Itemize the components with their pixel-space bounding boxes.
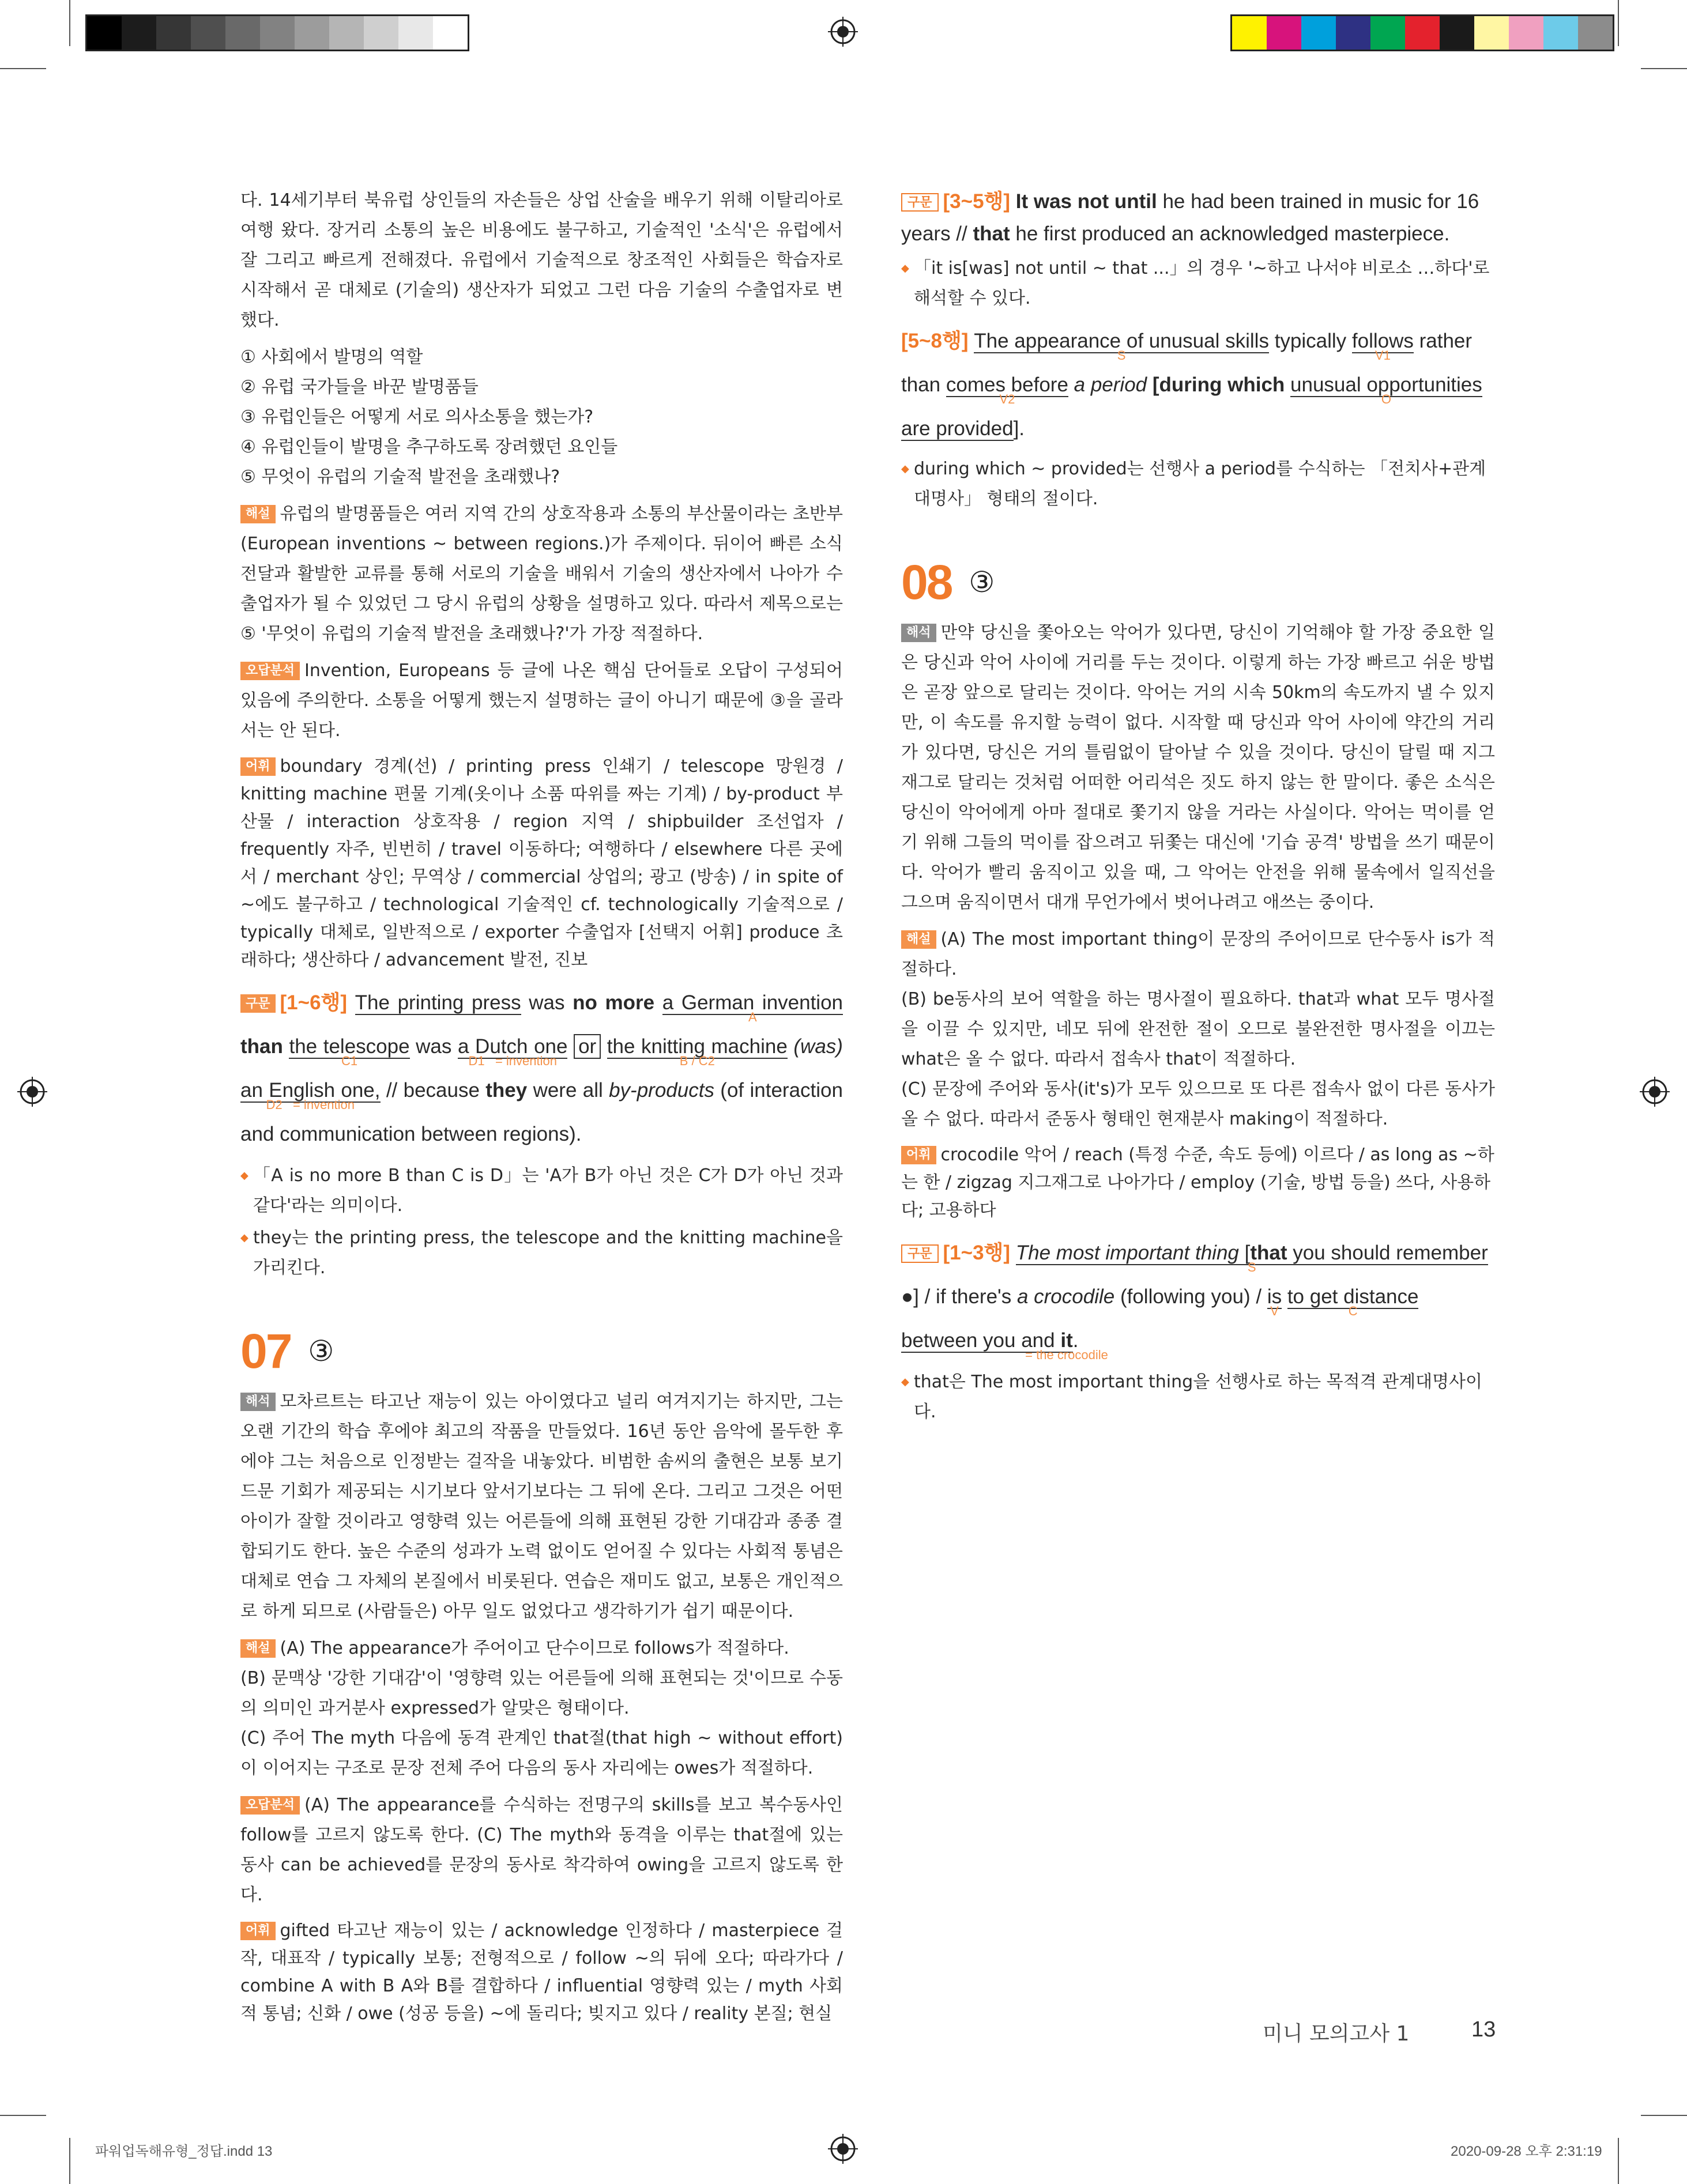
- color-swatch: [1370, 16, 1405, 50]
- option-3: ③ 유럽인들은 어떻게 서로 의사소통을 했는가?: [240, 407, 594, 427]
- crop-mark: [69, 2138, 70, 2184]
- crop-mark: [1641, 68, 1687, 69]
- color-swatch: [329, 16, 364, 50]
- color-swatch: [1267, 16, 1301, 50]
- syntax-note: ◆ 「it is[was] not until ~ that ...」의 경우 '~하고 나서야 비로소 …하다'로 해석할 수 있다.: [901, 254, 1495, 314]
- phrase-c1: the telescope C1: [289, 1035, 410, 1068]
- explanation-tag: 해설: [901, 930, 936, 949]
- translation-tag: 해석: [901, 624, 936, 642]
- syntax-tag: 구문: [901, 193, 939, 212]
- vocabulary-text: boundary 경계(선) / printing press 인쇄기 / telescope 망원경 / knitting machine 편물 기계(옷이나 소품 따위를 짜는 기계) / by-product 부산물 / interaction 상호작용 / region 지역 / shipbuilder 조선업자 / frequently 자주, 빈번히 / travel 이동하다; 여행하다 / elsewhere 다른 곳에서 / merchant 상인; 무역상 / commercial 상업의; 광고 (방송) / in spite of ~에도 불구하고 / technological 기술적인 cf. technologically 기술적으로 / typically 대체로, 일반적으로 / exporter 수출업자 [선택지 어휘] produce 초래하다; 생산하다 / advancement 발전, 진보: [240, 756, 843, 970]
- translation-text: 모차르트는 타고난 재능이 있는 아이였다고 널리 여겨지기는 하지만, 그는 오랜 기간의 학습 후에야 최고의 작품을 만들었다. 16년 동안 음악에 몰두한 후에야 그는 처음으로 인정받는 걸작을 내놓았다. 비범한 솜씨의 출현은 보통 보기 드문 기회가 제공되는 시기보다 앞서기보다는 그 뒤에 온다. 그리고 그것은 어떤 아이가 잘할 것이라고 영향력 있는 어른들에 의해 표현된 강한 기대감과 종종 결합되기도 한다. 높은 수준의 성과가 노력 없이도 얻어질 수 있다는 사회적 통념은 대체로 연습 그 자체의 본질에서 비롯된다. 연습은 재미도 없고, 보통은 개인적으로 하게 되므로 (사람들은) 아무 일도 없었다고 생각하기가 쉽기 때문이다.: [240, 1391, 843, 1621]
- of-word: (of: [720, 1079, 744, 1102]
- crop-mark: [1641, 2115, 1687, 2116]
- vocabulary-block: [901, 1141, 1495, 1224]
- line-range: [1~3행]: [943, 1242, 1011, 1264]
- answer-mark: ③: [969, 565, 995, 599]
- syntax-note: ◆ 「A is no more B than C is D」는 'A가 B가 아닌 것은 C가 D가 아닌 것과 같다'라는 의미이다.: [240, 1161, 843, 1221]
- syntax-tag: 구문: [240, 994, 276, 1013]
- color-swatch: [191, 16, 225, 50]
- were-all: were all: [533, 1079, 603, 1102]
- intro-translation: 다. 14세기부터 북유럽 상인들의 자손들은 상업 산술을 배우기 위해 이탈리아로 여행 왔다. 장거리 소통의 높은 비용에도 불구하고, 기술적인 '소식'은 유럽에서 잘 그리고 빠르게 전해졌다. 유럽에서 기술적으로 창조적인 사회들은 학습자로 시작해서 곧 대체로 (기술의) 생산자가 되었고 그런 다음 기술의 수출업자로 변했다.: [240, 190, 843, 330]
- wrong-answer-tag: 오답분석: [240, 662, 300, 680]
- explanation-block: [240, 1634, 843, 1783]
- color-swatch: [295, 16, 329, 50]
- verb-1: follows V1: [1351, 330, 1414, 363]
- color-swatch: [1543, 16, 1578, 50]
- answer-options: [240, 342, 843, 492]
- because-word: // because: [386, 1079, 480, 1102]
- question-07-header: [240, 1323, 843, 1379]
- phrase-a: a German invention A: [662, 991, 843, 1024]
- syntax-tag: 구문: [901, 1244, 939, 1263]
- question-number: 08: [901, 555, 952, 609]
- wrong-answer-text: (A) The appearance를 수식하는 전명구의 skills를 보고 복수동사인 follow를 고르지 않도록 한다. (C) The myth와 동격을 이루는 that절에 있는 동사 can be achieved를 문장의 동사로 착각하여 owing을 고르지 않도록 한다.: [240, 1795, 843, 1905]
- explanation-tag: 해설: [240, 505, 276, 523]
- translation-block: [240, 1387, 843, 1627]
- translation-block: [901, 618, 1495, 918]
- syntax-analysis: [5~8행] The appearance of unusual skills S typically follows V1 rather than comes before V2 a period [during which unusual opportunities O are provided].: [901, 330, 1482, 440]
- subject-phrase: The most important thing [that you should remember S: [1015, 1242, 1488, 1274]
- phrase-d1: a Dutch one D1 = invention: [458, 1035, 568, 1068]
- vocabulary-block: [240, 753, 843, 974]
- page-number: 13: [1471, 2017, 1496, 2042]
- sentence-tail: interaction and communication between regions).: [240, 1079, 843, 1145]
- vocabulary-tag: 어휘: [240, 1922, 276, 1940]
- right-column: [901, 186, 1495, 1427]
- label-c1: C1: [341, 1054, 358, 1068]
- verb-word: was: [529, 991, 565, 1014]
- color-swatch: [87, 16, 122, 50]
- color-swatch: [1509, 16, 1543, 50]
- object-phrase: unusual opportunities O: [1290, 374, 1482, 406]
- explanation-a: (A) The most important thing이 문장의 주어이므로 단수동사 is가 적절하다.: [901, 929, 1495, 979]
- crop-mark: [0, 2115, 46, 2116]
- or-box: or: [574, 1034, 601, 1059]
- label-a: A: [748, 1010, 757, 1024]
- phrase-d2: an English one, D2 = invention: [240, 1079, 381, 1112]
- explanation-a: (A) The appearance가 주어이고 단수이므로 follows가 적절하다.: [280, 1638, 789, 1658]
- emphasis-phrase: It was not until: [1015, 190, 1157, 213]
- explanation-c: (C) 주어 The myth 다음에 동격 관계인 that절(that high ~ without effort)이 이어지는 구조로 문장 전체 주어 다음의 동사 자리에는 owes가 적절하다.: [240, 1728, 843, 1778]
- phrase-c2: the knitting machine B / C2: [607, 1035, 788, 1068]
- color-swatch: [1440, 16, 1474, 50]
- they-word: they: [485, 1079, 528, 1102]
- crop-mark: [0, 68, 46, 69]
- cmyk-color-bar: [1230, 14, 1614, 51]
- registration-mark-icon: [827, 2133, 859, 2165]
- color-swatch: [364, 16, 398, 50]
- syntax-analysis: 구문 [1~3행] The most important thing [that you should remember S ●] / if there's a crocodile (following you) / is V to get distance C between you and it = the crocodile .: [901, 1242, 1488, 1362]
- color-swatch: [122, 16, 156, 50]
- label-d1: D1 = invention: [468, 1054, 557, 1068]
- vocabulary-tag: 어휘: [240, 757, 276, 776]
- option-4: ④ 유럽인들이 발명을 추구하도록 장려했던 요인들: [240, 437, 618, 457]
- left-column: [240, 186, 843, 2035]
- explanation-b: (B) 문맥상 '강한 기대감'이 '영향력 있는 어른들에 의해 표현되는 것'이므로 수동의 의미인 과거분사 expressed가 알맞은 형태이다.: [240, 1668, 843, 1718]
- color-swatch: [225, 16, 260, 50]
- explanation-text: 유럽의 발명품들은 여러 지역 간의 상호작용과 소통의 부산물이라는 초반부(European inventions ~ between regions.)가 주제이다. 뒤이어 빠른 소식 전달과 활발한 교류를 통해 서로의 기술을 배워서 기술의 생산자에서 나아가 수출업자가 될 수 있었던 그 당시 유럽의 상황을 설명하고 있다. 따라서 제목으로는 ⑤ '무엇이 유럽의 기술적 발전을 초래했나?'가 가장 적절하다.: [240, 504, 843, 644]
- registration-mark-icon: [1639, 1076, 1671, 1108]
- vocabulary-text: crocodile 악어 / reach (특정 수준, 속도 등에) 이르다 / as long as ~하는 한 / zigzag 지그재그로 나아가다 / employ (기술, 방법 등을) 쓰다, 사용하다; 고용하다: [901, 1145, 1494, 1220]
- by-products-word: by-products: [609, 1079, 714, 1102]
- question-number: 07: [240, 1324, 291, 1378]
- line-range: [1~6행]: [280, 991, 348, 1014]
- translation-text: 만약 당신을 쫓아오는 악어가 있다면, 당신이 기억해야 할 가장 중요한 일은 당신과 악어 사이에 거리를 두는 것이다. 이렇게 하는 가장 빠르고 쉬운 방법은 곧장 앞으로 달리는 것이다. 악어는 거의 시속 50km의 속도까지 낼 수 있지만, 이 속도를 유지할 능력이 없다. 시작할 때 당신과 악어 사이에 약간의 거리가 있다면, 당신은 거의 틀림없이 달아날 수 있을 것이다. 당신이 달릴 때 지그재그로 달리는 것처럼 어떠한 어리석은 짓도 하지 않는 한 말이다. 좋은 소식은 당신이 악어에게 아마 절대로 쫓기지 않을 거라는 사실이다. 악어는 먹이를 얻기 위해 그들의 먹이를 잡으려고 뒤쫓는 대신에 '기습 공격' 방법을 쓰기 때문이다. 악어가 빨리 움직이고 있을 때, 그 악어는 안전을 위해 물속에서 일직선을 그으며 움직이면서 대개 무언가에서 벗어나려고 애쓰는 중이다.: [901, 623, 1495, 912]
- verb-2: comes before V2: [946, 374, 1068, 406]
- vocabulary-tag: 어휘: [901, 1146, 936, 1164]
- option-5: ⑤ 무엇이 유럽의 기술적 발전을 초래했나?: [240, 467, 560, 487]
- subject-phrase: The appearance of unusual skills S: [974, 330, 1269, 363]
- option-1: ① 사회에서 발명의 역할: [240, 347, 423, 367]
- syntax-note: ◆ that은 The most important thing을 선행사로 하는 목적격 관계대명사이다.: [901, 1367, 1495, 1427]
- color-swatch: [260, 16, 295, 50]
- translation-tag: 해석: [240, 1393, 276, 1411]
- complement-phrase: to get distance C: [1287, 1285, 1419, 1318]
- syntax-note: ◆ during which ~ provided는 선행사 a period를 수식하는 「전치사+관계대명사」 형태의 절이다.: [901, 454, 1495, 514]
- syntax-analysis: [240, 981, 843, 1156]
- explanation-b: (B) be동사의 보어 역할을 하는 명사절이 필요하다. that과 what 모두 명사절을 이끌 수 있지만, 네모 뒤에 완전한 절이 오므로 불완전한 명사절을 이끄는 what은 올 수 없다. 따라서 접속사 that이 적절하다.: [901, 989, 1495, 1069]
- color-swatch: [1336, 16, 1370, 50]
- registration-mark-icon: [16, 1076, 48, 1108]
- color-swatch: [1232, 16, 1267, 50]
- slug-filename: 파워업독해유형_정답.indd 13: [95, 2144, 273, 2159]
- grayscale-color-bar: [85, 14, 469, 51]
- was-paren: (was): [793, 1035, 843, 1058]
- wrong-answer-analysis: [240, 656, 843, 746]
- explanation-block: [240, 499, 843, 649]
- explanation-block: [901, 925, 1495, 1134]
- than-word: than: [240, 1035, 283, 1058]
- option-2: ② 유럽 국가들을 바꾼 발명품들: [240, 377, 479, 397]
- line-range: [5~8행]: [901, 330, 969, 352]
- syntax-note: ◆ they는 the printing press, the telescope and the knitting machine을 가리킨다.: [240, 1223, 843, 1283]
- no-more-phrase: no more: [573, 991, 655, 1014]
- color-swatch: [1578, 16, 1613, 50]
- color-swatch: [1474, 16, 1509, 50]
- footer-section-title: 미니 모의고사 1: [1263, 2022, 1410, 2046]
- crop-mark: [1618, 2138, 1619, 2184]
- crop-mark: [69, 0, 70, 46]
- crop-mark: [1618, 0, 1619, 46]
- wrong-answer-text: Invention, Europeans 등 글에 나온 핵심 단어들로 오답이 구성되어 있음에 주의한다. 소통을 어떻게 했는지 설명하는 글이 아니기 때문에 ③을 골라서는 안 된다.: [240, 661, 843, 741]
- line-range: [3~5행]: [943, 190, 1011, 213]
- color-swatch: [433, 16, 468, 50]
- wrong-answer-tag: 오답분석: [240, 1796, 300, 1815]
- color-swatch: [1301, 16, 1336, 50]
- label-d2: D2 = invention: [266, 1097, 355, 1112]
- explanation-tag: 해설: [240, 1639, 276, 1658]
- color-swatch: [398, 16, 433, 50]
- vocabulary-block: [240, 1917, 843, 2028]
- label-c2: B / C2: [679, 1054, 715, 1068]
- question-08-header: [901, 555, 1495, 610]
- color-swatch: [1405, 16, 1440, 50]
- verb-is: is V: [1267, 1285, 1282, 1318]
- wrong-answer-analysis: [240, 1790, 843, 1910]
- vocabulary-text: gifted 타고난 재능이 있는 / acknowledge 인정하다 / masterpiece 걸작, 대표작 / typically 보통; 전형적으로 / follow ~의 뒤에 오다; 따라가다 / combine A with B A와 B를 결합하다 / influential 영향력 있는 / myth 사회적 통념; 신화 / owe (성공 등을) ~에 돌리다; 빚지고 있다 / reality 본질; 현실: [240, 1921, 843, 2024]
- slug-timestamp: 2020-09-28 오후 2:31:19: [1451, 2144, 1602, 2159]
- color-swatch: [156, 16, 191, 50]
- explanation-c: (C) 문장에 주어와 동사(it's)가 모두 있으므로 또 다른 접속사 없이 다른 동사가 올 수 없다. 따라서 준동사 형태인 현재분사 making이 적절하다.: [901, 1079, 1495, 1129]
- registration-mark-icon: [827, 16, 859, 48]
- syntax-analysis: 구문 [3~5행] It was not until he had been trained in music for 16 years // that he first produced an acknowledged masterpiece.: [901, 190, 1479, 245]
- subject-phrase: The printing press: [355, 991, 521, 1014]
- verb-word: was: [416, 1035, 452, 1058]
- answer-mark: ③: [308, 1334, 334, 1368]
